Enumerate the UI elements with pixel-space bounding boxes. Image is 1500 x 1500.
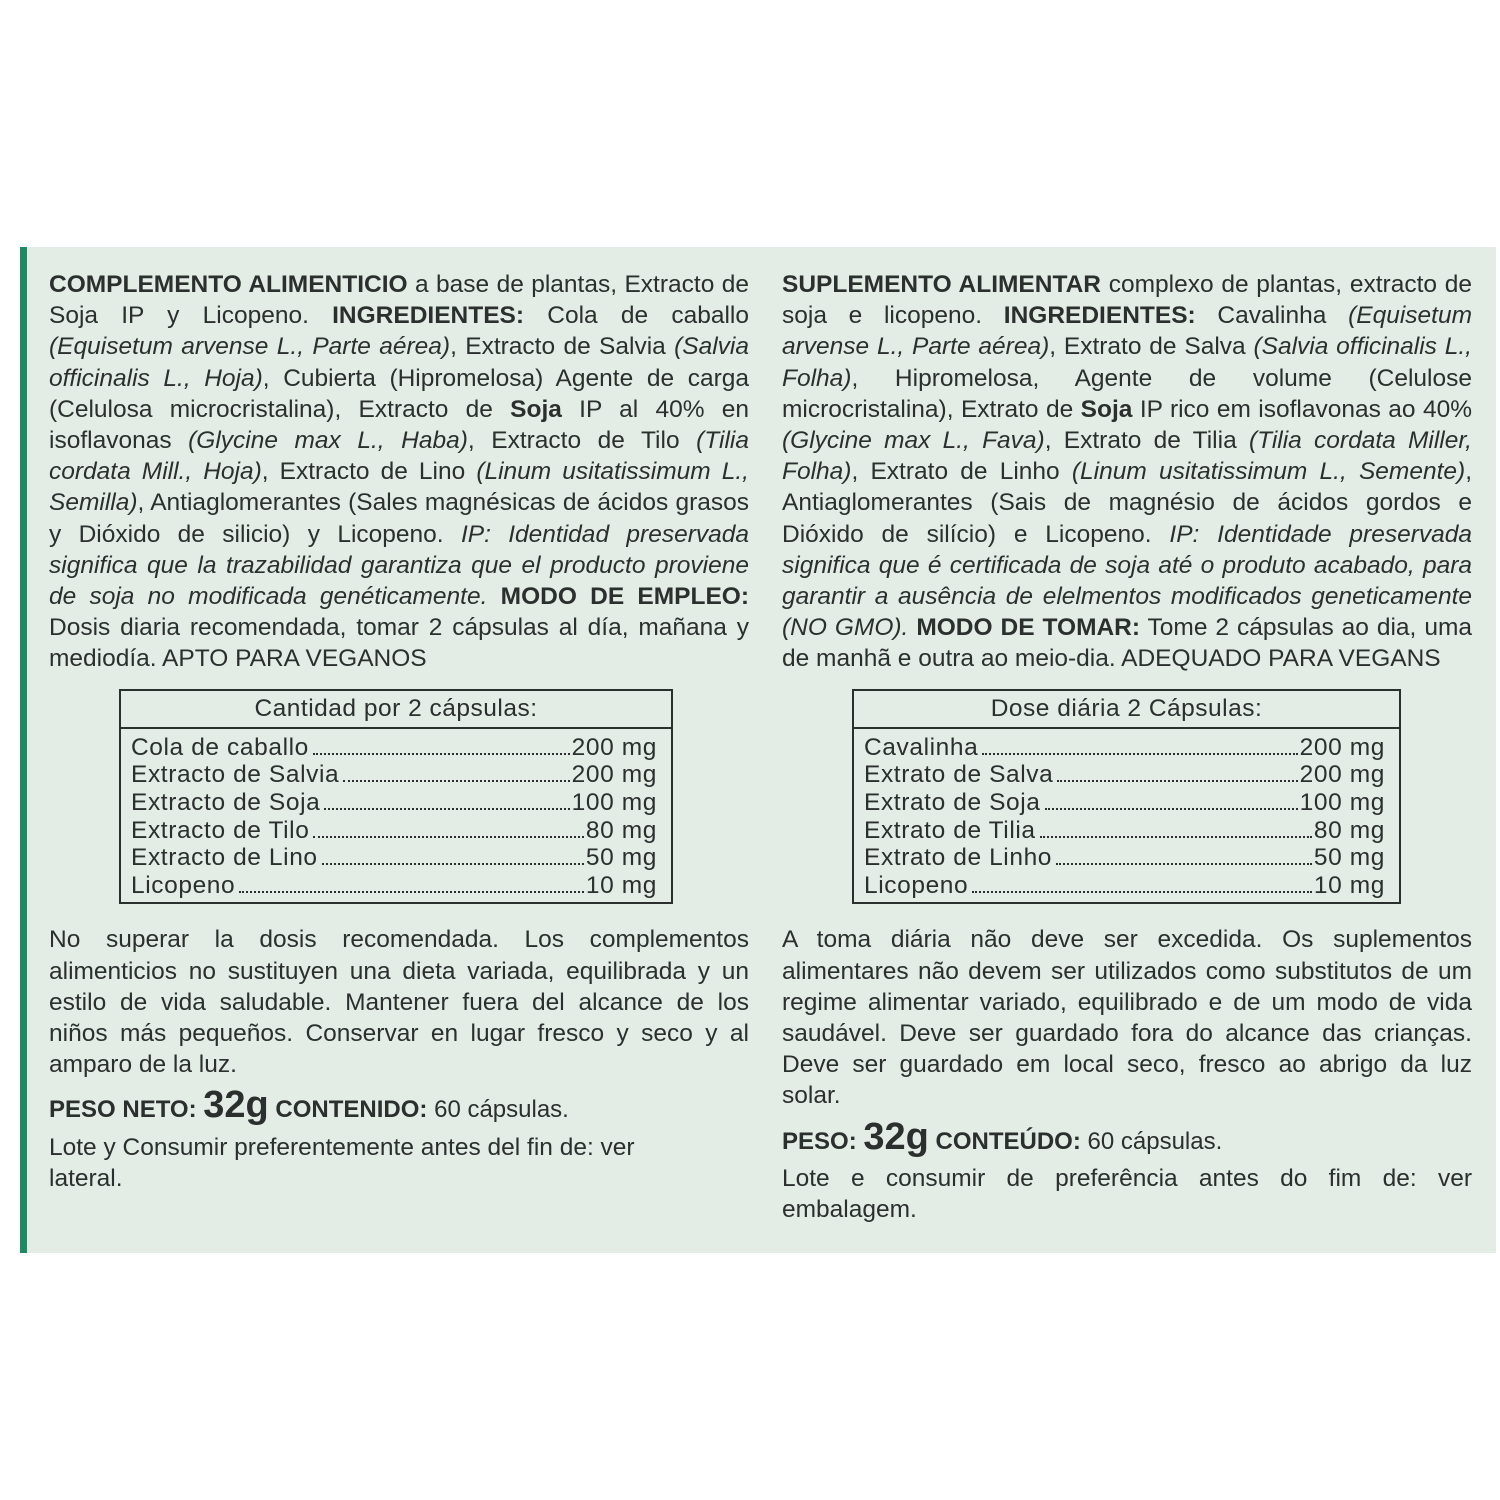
dose-ingredient: Cavalinha bbox=[864, 733, 979, 761]
text-run: , Extracto de Tilo bbox=[467, 427, 697, 455]
dot-leader bbox=[1045, 808, 1298, 810]
text-run: , Extrato de Tilia bbox=[1044, 427, 1249, 455]
dose-table-header: Cantidad por 2 cápsulas: bbox=[121, 691, 671, 729]
dose-amount: 80 mg bbox=[1313, 816, 1385, 844]
text-run: IP rico em isoflavonas ao 40% bbox=[1132, 395, 1473, 423]
dose-row bbox=[131, 734, 657, 762]
text-run: INGREDIENTES: bbox=[1003, 302, 1196, 330]
dose-table-body bbox=[854, 729, 1399, 903]
dose-ingredient: Extracto de Tilo bbox=[131, 816, 310, 844]
text-run: , Antiaglomerantes (Sales magnésicas de ácidos grasos y Dióxido de silicio) y Licopeno. bbox=[49, 489, 749, 548]
dose-ingredient: Extracto de Lino bbox=[131, 844, 318, 872]
dose-ingredient: Extracto de Soja bbox=[131, 789, 321, 817]
text-run: (Glycine max L., Haba) bbox=[188, 427, 468, 455]
dose-ingredient: Extrato de Soja bbox=[864, 789, 1041, 817]
dose-ingredient: Extrato de Salva bbox=[864, 761, 1054, 789]
dose-table-body bbox=[121, 729, 671, 903]
text-run: Cola de caballo bbox=[524, 302, 749, 330]
text-run: (Salvia officinalis L., Hoja) bbox=[49, 333, 749, 392]
dose-amount: 100 mg bbox=[1299, 789, 1385, 817]
text-run: (Tilia cordata Mill., Hoja) bbox=[49, 427, 749, 486]
dose-row bbox=[131, 761, 657, 789]
dose-table-header: Dose diária 2 Cápsulas: bbox=[854, 691, 1399, 729]
text-run: , Extracto de Lino bbox=[261, 458, 477, 486]
text-run: , Extracto de Salvia bbox=[450, 333, 675, 361]
text-run: (Salvia officinalis L., Folha) bbox=[782, 333, 1472, 392]
portuguese-column bbox=[782, 269, 1472, 1225]
text-run: Dosis diaria recomendada, tomar 2 cápsulas al día, mañana y mediodía. APTO PARA VEGANOS bbox=[49, 614, 749, 673]
label-panel bbox=[20, 247, 1496, 1253]
dose-row bbox=[864, 844, 1385, 872]
text-run: COMPLEMENTO ALIMENTICIO bbox=[49, 271, 408, 298]
dose-row bbox=[864, 872, 1385, 900]
text-run: Soja bbox=[1080, 395, 1133, 423]
dose-amount: 200 mg bbox=[1299, 733, 1385, 761]
text-run: MODO DE EMPLEO: bbox=[500, 583, 750, 611]
text-run: (Linum usitatissimum L., Semilla) bbox=[49, 458, 749, 517]
ingredients-paragraph bbox=[782, 269, 1472, 675]
text-run: (Equisetum arvense L., Parte aérea) bbox=[49, 333, 451, 361]
text-run: complexo de plantas, extracto de soja e licopeno. bbox=[782, 271, 1472, 330]
content-label: CONTEÚDO: bbox=[935, 1127, 1081, 1155]
dot-leader bbox=[982, 753, 1297, 755]
spanish-column bbox=[49, 269, 749, 1194]
dot-leader bbox=[1057, 780, 1297, 782]
dose-row bbox=[131, 872, 657, 900]
dot-leader bbox=[313, 836, 583, 838]
lot-text: Lote e consumir de preferência antes do fim de: ver embalagem. bbox=[782, 1164, 1472, 1224]
dose-amount: 10 mg bbox=[1313, 871, 1385, 899]
dot-leader bbox=[343, 780, 569, 782]
text-run: (Glycine max L., Fava) bbox=[782, 427, 1045, 455]
dot-leader bbox=[322, 863, 584, 865]
ingredients-paragraph bbox=[49, 269, 749, 675]
content-value: 60 cápsulas. bbox=[427, 1096, 569, 1124]
dose-ingredient: Extracto de Salvia bbox=[131, 761, 340, 789]
text-run: Cavalinha bbox=[1195, 302, 1349, 330]
text-run bbox=[487, 583, 500, 610]
dose-ingredient: Cola de caballo bbox=[131, 733, 309, 761]
dot-leader bbox=[324, 808, 569, 810]
dose-amount: 50 mg bbox=[585, 844, 657, 872]
text-run: , Antiaglomerantes (Sais de magnésio de ácidos gordos e Dióxido de silício) e Licopeno. bbox=[782, 458, 1472, 548]
weight-line bbox=[49, 1084, 749, 1127]
content-label: CONTENIDO: bbox=[275, 1096, 428, 1124]
text-run: SUPLEMENTO ALIMENTAR bbox=[782, 271, 1101, 298]
text-run: , Hipromelosa, Agente de volume (Celulose microcristalina), Extrato de bbox=[782, 364, 1472, 423]
dose-row bbox=[864, 789, 1385, 817]
dose-table bbox=[852, 689, 1401, 905]
dose-amount: 200 mg bbox=[1299, 761, 1385, 789]
dose-row bbox=[864, 761, 1385, 789]
lot-text: Lote y Consumir preferentemente antes del fin de: ver lateral. bbox=[49, 1133, 635, 1192]
text-run: Tome 2 cápsulas ao dia, uma de manhã e outra ao meio-dia. ADEQUADO PARA VEGANS bbox=[782, 614, 1472, 673]
text-run: , Cubierta (Hipromelosa) Agente de carga (Celulosa microcristalina), Extracto de bbox=[49, 364, 749, 423]
weight-label: PESO NETO: bbox=[49, 1096, 197, 1124]
dose-row bbox=[131, 817, 657, 845]
weight-value: 32g bbox=[863, 1115, 929, 1158]
text-run: Soja bbox=[510, 395, 562, 423]
text-run: MODO DE TOMAR: bbox=[916, 614, 1141, 642]
dose-ingredient: Extrato de Linho bbox=[864, 844, 1053, 872]
dose-ingredient: Licopeno bbox=[131, 871, 236, 899]
dose-table bbox=[119, 689, 673, 905]
text-run: IP: Identidade preservada significa que é certificada de soja até o produto acabado, para garantir a ausência de elelmentos modificados geneticamente (NO GMO). bbox=[782, 520, 1473, 642]
warning-text: A toma diária não deve ser excedida. Os suplementos alimentares não devem ser utilizados como substitutos de um regime alimentar variado, equilibrado e de um modo de vida saudável. Deve ser guardado fora do alcance das crianças. Deve ser guardado em local seco, fresco ao abrigo da luz solar. bbox=[782, 926, 1472, 1110]
content-value: 60 cápsulas. bbox=[1080, 1127, 1223, 1155]
weight-value: 32g bbox=[203, 1084, 269, 1127]
text-run: (Linum usitatissimum L., Semente) bbox=[1071, 458, 1466, 486]
dot-leader bbox=[972, 891, 1312, 893]
dose-amount: 100 mg bbox=[571, 789, 657, 817]
text-run: , Extrato de Linho bbox=[851, 458, 1072, 486]
dose-amount: 200 mg bbox=[571, 761, 657, 789]
dot-leader bbox=[1040, 836, 1312, 838]
dose-amount: 50 mg bbox=[1313, 844, 1385, 872]
dot-leader bbox=[1056, 863, 1312, 865]
dose-ingredient: Extrato de Tilia bbox=[864, 816, 1036, 844]
text-run: IP: Identidad preservada significa que la trazabilidad garantiza que el producto proviene de soja no modificada genéticamente. bbox=[49, 520, 749, 611]
dose-row bbox=[131, 844, 657, 872]
dose-amount: 200 mg bbox=[571, 733, 657, 761]
text-run: INGREDIENTES: bbox=[332, 302, 525, 330]
weight-line bbox=[782, 1115, 1472, 1158]
dose-row bbox=[864, 734, 1385, 762]
dot-leader bbox=[239, 891, 584, 893]
dose-ingredient: Licopeno bbox=[864, 871, 969, 899]
dot-leader bbox=[313, 753, 570, 755]
text-run: IP al 40% en isoflavonas bbox=[49, 395, 749, 455]
text-run: (Tilia cordata Miller, Folha) bbox=[782, 427, 1472, 486]
text-run: (Equisetum arvense L., Parte aérea) bbox=[782, 302, 1472, 361]
dose-amount: 10 mg bbox=[585, 871, 657, 899]
text-run: , Extrato de Salva bbox=[1049, 333, 1254, 361]
dose-row bbox=[864, 817, 1385, 845]
warning-text: No superar la dosis recomendada. Los complementos alimenticios no sustituyen una dieta variada, equilibrada y un estilo de vida saludable. Mantener fuera del alcance de los niños más pequeños. Conservar en lugar fresco y seco y al amparo de la luz. bbox=[49, 926, 749, 1079]
dose-amount: 80 mg bbox=[585, 816, 657, 844]
dose-row bbox=[131, 789, 657, 817]
weight-label: PESO: bbox=[782, 1127, 857, 1155]
text-run: a base de plantas, Extracto de Soja IP y Licopeno. bbox=[49, 271, 749, 330]
